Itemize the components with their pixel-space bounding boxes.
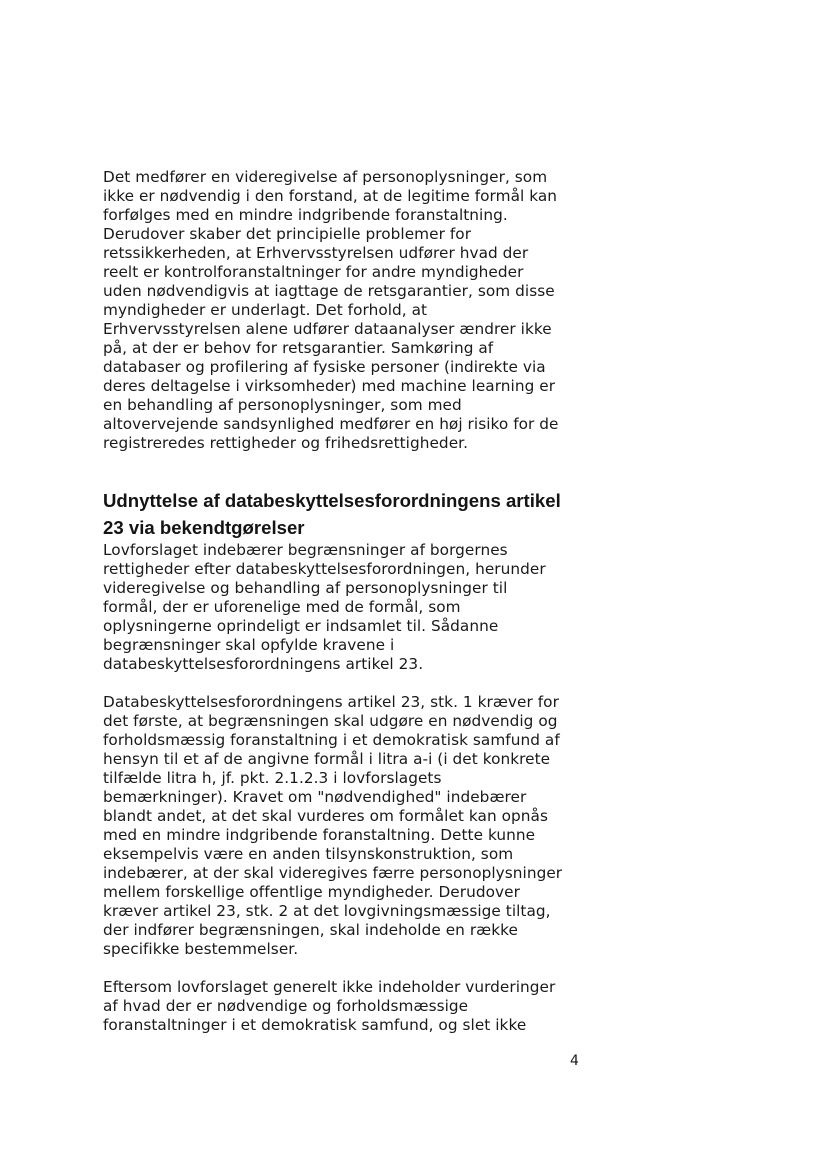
text-line: videregivelse og behandling af personoplysninger til	[103, 579, 508, 597]
heading-line: Udnyttelse af databeskyttelsesforordningens artikel	[103, 490, 561, 511]
text-line: Erhvervsstyrelsen alene udfører dataanalyser ændrer ikke	[103, 320, 552, 338]
text-line: Eftersom lovforslaget generelt ikke indeholder vurderinger	[103, 978, 556, 996]
text-line: rettigheder efter databeskyttelsesforordningen, herunder	[103, 560, 546, 578]
paragraph-4	[103, 978, 593, 1035]
text-line: specifikke bestemmelser.	[103, 940, 299, 958]
paragraph-spacer	[103, 674, 593, 693]
text-line: mellem forskellige offentlige myndigheder. Derudover	[103, 883, 520, 901]
text-line: en behandling af personoplysninger, som med	[103, 396, 462, 414]
paragraph-spacer	[103, 959, 593, 978]
section-heading	[103, 487, 593, 541]
text-line: uden nødvendigvis at iagttage de retsgarantier, som disse	[103, 282, 555, 300]
paragraph-3	[103, 693, 593, 959]
text-line: af hvad der er nødvendige og forholdsmæssige	[103, 997, 469, 1015]
text-line: indebærer, at der skal videregives færre personoplysninger	[103, 864, 563, 882]
text-line: deres deltagelse i virksomheder) med machine learning er	[103, 377, 556, 395]
text-line: formål, der er uforenelige med de formål, som	[103, 598, 461, 616]
text-line: tilfælde litra h, jf. pkt. 2.1.2.3 i lovforslagets	[103, 769, 442, 787]
text-line: det første, at begrænsningen skal udgøre en nødvendig og	[103, 712, 558, 730]
text-line: hensyn til et af de angivne formål i litra a-i (i det konkrete	[103, 750, 551, 768]
text-line: blandt andet, at det skal vurderes om formålet kan opnås	[103, 807, 548, 825]
page-number: 4	[570, 1053, 579, 1069]
text-line: oplysningerne oprindeligt er indsamlet til. Sådanne	[103, 617, 499, 635]
text-line: eksempelvis være en anden tilsynskonstruktion, som	[103, 845, 514, 863]
text-line: kræver artikel 23, stk. 2 at det lovgivningsmæssige tiltag,	[103, 902, 551, 920]
text-line: forfølges med en mindre indgribende foranstaltning.	[103, 206, 508, 224]
text-line: Derudover skaber det principielle problemer for	[103, 225, 472, 243]
text-line: ikke er nødvendig i den forstand, at de legitime formål kan	[103, 187, 558, 205]
text-line: Det medfører en videregivelse af personoplysninger, som	[103, 168, 548, 186]
text-line: retssikkerheden, at Erhvervsstyrelsen udfører hvad der	[103, 244, 529, 262]
text-line: databeskyttelsesforordningens artikel 23.	[103, 655, 424, 673]
paragraph-2	[103, 541, 593, 674]
text-line: databaser og profilering af fysiske personer (indirekte via	[103, 358, 546, 376]
text-line: Lovforslaget indebærer begrænsninger af borgernes	[103, 541, 508, 559]
text-line: på, at der er behov for retsgarantier. Samkøring af	[103, 339, 494, 357]
text-line: der indfører begrænsningen, skal indeholde en række	[103, 921, 518, 939]
paragraph-1	[103, 168, 593, 453]
text-line: bemærkninger). Kravet om "nødvendighed" indebærer	[103, 788, 527, 806]
text-line: Databeskyttelsesforordningens artikel 23, stk. 1 kræver for	[103, 693, 559, 711]
heading-line: 23 via bekendtgørelser	[103, 517, 305, 538]
text-line: altovervejende sandsynlighed medfører en høj risiko for de	[103, 415, 559, 433]
page-body	[103, 168, 593, 1035]
text-line: myndigheder er underlagt. Det forhold, at	[103, 301, 428, 319]
text-line: med en mindre indgribende foranstaltning. Dette kunne	[103, 826, 536, 844]
text-line: forholdsmæssig foranstaltning i et demokratisk samfund af	[103, 731, 560, 749]
text-line: foranstaltninger i et demokratisk samfund, og slet ikke	[103, 1016, 527, 1034]
text-line: reelt er kontrolforanstaltninger for andre myndigheder	[103, 263, 524, 281]
text-line: registreredes rettigheder og frihedsrettigheder.	[103, 434, 469, 452]
text-line: begrænsninger skal opfylde kravene i	[103, 636, 395, 654]
